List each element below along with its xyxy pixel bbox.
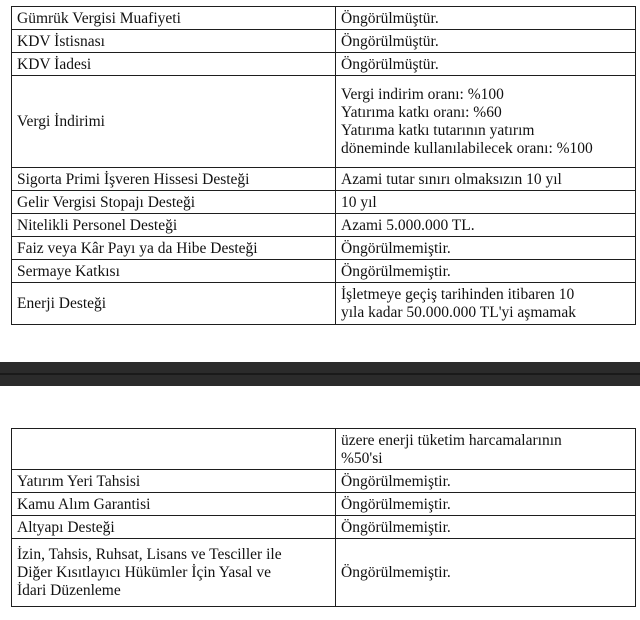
table-row — [12, 237, 636, 260]
table-row — [12, 493, 636, 516]
row-label: Vergi İndirimi — [12, 76, 336, 168]
row-value: Vergi indirim oranı: %100 Yatırıma katkı oranı: %60 Yatırıma katkı tutarının yatırım döneminde kullanılabilecek oranı: %100 — [336, 76, 636, 168]
table-row — [12, 470, 636, 493]
row-label: Gelir Vergisi Stopajı Desteği — [12, 191, 336, 214]
table-row — [12, 260, 636, 283]
row-label: Nitelikli Personel Desteği — [12, 214, 336, 237]
row-label: Faiz veya Kâr Payı ya da Hibe Desteği — [12, 237, 336, 260]
table-row — [12, 283, 636, 325]
table-row — [12, 53, 636, 76]
table-row — [12, 168, 636, 191]
row-value: Öngörülmüştür. — [336, 30, 636, 53]
table-row — [12, 76, 636, 168]
row-value: Öngörülmemiştir. — [336, 260, 636, 283]
row-value: Öngörülmemiştir. — [336, 470, 636, 493]
page-break-divider — [0, 362, 640, 386]
row-label: Yatırım Yeri Tahsisi — [12, 470, 336, 493]
table-row — [12, 429, 636, 470]
row-value: üzere enerji tüketim harcamalarının %50'si — [336, 429, 636, 470]
row-label: Gümrük Vergisi Muafiyeti — [12, 7, 336, 30]
row-value: Öngörülmemiştir. — [336, 493, 636, 516]
row-value: Öngörülmemiştir. — [336, 237, 636, 260]
table-row — [12, 214, 636, 237]
table-row — [12, 30, 636, 53]
row-label: KDV İadesi — [12, 53, 336, 76]
incentive-table-top — [11, 6, 636, 325]
table-row — [12, 7, 636, 30]
incentive-table-bottom — [11, 428, 636, 607]
row-label: Sermaye Katkısı — [12, 260, 336, 283]
row-label: Kamu Alım Garantisi — [12, 493, 336, 516]
row-value: 10 yıl — [336, 191, 636, 214]
row-label — [12, 429, 336, 470]
row-value: Öngörülmüştür. — [336, 53, 636, 76]
row-value: Öngörülmemiştir. — [336, 539, 636, 607]
row-value: Öngörülmemiştir. — [336, 516, 636, 539]
row-label: İzin, Tahsis, Ruhsat, Lisans ve Tesciller ile Diğer Kısıtlayıcı Hükümler İçin Yasal ve İdari Düzenleme — [12, 539, 336, 607]
row-value: Azami 5.000.000 TL. — [336, 214, 636, 237]
table-row — [12, 539, 636, 607]
row-label: Altyapı Desteği — [12, 516, 336, 539]
row-value: Öngörülmüştür. — [336, 7, 636, 30]
table-row — [12, 516, 636, 539]
row-label: KDV İstisnası — [12, 30, 336, 53]
row-label: Enerji Desteği — [12, 283, 336, 325]
table-row — [12, 191, 636, 214]
row-label: Sigorta Primi İşveren Hissesi Desteği — [12, 168, 336, 191]
row-value: Azami tutar sınırı olmaksızın 10 yıl — [336, 168, 636, 191]
row-value: İşletmeye geçiş tarihinden itibaren 10 yıla kadar 50.000.000 TL'yi aşmamak — [336, 283, 636, 325]
